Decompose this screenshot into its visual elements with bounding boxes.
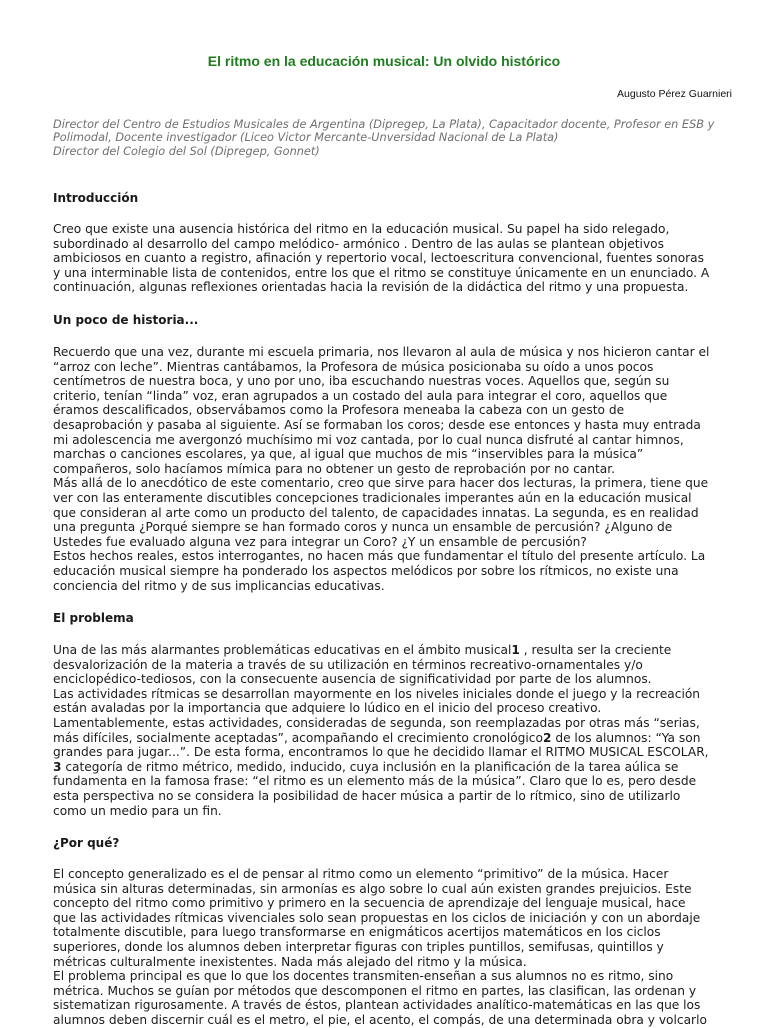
text-line: Una de las más alarmantes problemáticas educativas en el ámbito musical1 , resulta ser la creciente <box>53 643 672 657</box>
section-heading-introduccion: Introducción <box>53 191 139 205</box>
text-line: desaprobación y pasaba al siguiente. Así se formaban los coros; desde ese entonces y hasta muy entrada <box>53 417 701 432</box>
text-line: Las actividades rítmicas se desarrollan mayormente en los niveles iniciales donde el juego y la recreación <box>53 686 701 701</box>
affiliation-line: Director del Centro de Estudios Musicales de Argentina (Dipregep, La Plata), Capacitador docente, Profesor en ESB y <box>53 118 715 131</box>
text-line: centímetros de nuestra boca, y uno por uno, iba escuchando nuestras voces. Aquellos que, según su <box>53 374 670 389</box>
text-line: alumnos deben discernir cuál es el metro, el pie, el acento, el compás, de una determinada obra y volcarlo <box>53 1012 707 1027</box>
text-line: música sin alturas determinadas, sin armonías es algo sobre lo cual aún existen grandes prejuicios. Este <box>53 881 692 896</box>
text-line: mi adolescencia me avergonzó muchísimo mi voz cantada, por lo cual nunca disfruté al cantar himnos, <box>53 432 684 447</box>
affiliation-line: Polimodal, Docente investigador (Liceo Victor Mercante-Unversidad Nacional de La Plata) <box>53 131 559 145</box>
text-line: “arroz con leche”. Mientras cantábamos, la Profesora de música posicionaba su oído a unos pocos <box>53 359 654 374</box>
author-affiliation <box>53 118 743 158</box>
text-line: esta perspectiva no se considera la posibilidad de hacer música a partir de lo rítmico, sino de utilizarlo <box>53 788 681 803</box>
text-line: métricas culturalmente inexistentes. Nada más alejado del ritmo y la música. <box>53 954 527 969</box>
text-line: concepto del ritmo como primitivo y primero en la secuencia de aprendizaje del lenguaje musical, hace <box>53 896 686 911</box>
text-line: marchas o canciones escolares, ya que, al igual que muchos de mis “inservibles para la música” <box>53 447 644 462</box>
text-line: éramos descalificados, observábamos como la Profesora meneaba la cabeza con un gesto de <box>53 403 625 418</box>
text-line: grandes para jugar...”. De esta forma, encontramos lo que he decidido llamar el RITMO MUSICAL ESCOLAR, <box>53 745 709 760</box>
footnote-number: 1 <box>511 643 520 657</box>
footnote-number: 2 <box>542 730 552 745</box>
text-line: como un medio para un fin. <box>53 803 222 818</box>
text-line: continuación, algunas reflexiones orientadas hacia la revisión de la didáctica del ritmo y una propuesta. <box>53 280 689 295</box>
text-line: totalmente discutible, para luego transformarse en enigmáticos acertijos matemáticos en los ciclos <box>53 925 661 940</box>
text-line: que consideran al arte como un producto del talento, de capacidades innatas. La segunda, es en realidad <box>53 505 699 520</box>
paragraph-por-que <box>53 867 753 1028</box>
text-line: compañeros, solo hacíamos mímica para no obtener un gesto de reprobación por no cantar. <box>53 461 616 476</box>
author-name: Augusto Pérez Guarnieri <box>617 88 732 100</box>
footnote-number: 3 <box>53 759 62 774</box>
section-heading-historia: Un poco de historia... <box>53 313 199 327</box>
text-line: que las actividades rítmicas vivenciales solo sean propuestas en los ciclos de iniciación y con un abordaje <box>53 910 701 925</box>
text-line: ver con las enteramente discutibles concepciones tradicionales imperantes aún en la educación musical <box>53 490 692 505</box>
text-line: El problema principal es que lo que los docentes transmiten-enseñan a sus alumnos no es ritmo, sino <box>53 969 674 984</box>
text-line: Lamentablemente, estas actividades, consideradas de segunda, son reemplazadas por otras más “serias, <box>53 715 700 730</box>
text-line: criterio, tenían “linda” voz, eran agrupados a un costado del aula para integrar el coro, aquellos que <box>53 388 668 403</box>
text-line: educación musical siempre ha ponderado los aspectos melódicos por sobre los rítmicos, no existe una <box>53 563 679 578</box>
affiliation-line: Director del Colegio del Sol (Dipregep, Gonnet) <box>53 144 320 158</box>
document-title: El ritmo en la educación musical: Un olvido histórico <box>207 53 561 69</box>
text-line: superiores, donde los alumnos deben interpretar figuras con triples puntillos, semifusas, quintillos y <box>53 939 664 954</box>
text-line: conciencia del ritmo y de sus implicancias educativas. <box>53 578 385 593</box>
paragraph-historia <box>53 345 753 593</box>
text-line: subordinado al desarrollo del campo melódico- armónico . Dentro de las aulas se plantean objetivos <box>53 236 664 251</box>
text-line: ambiciosos en cuanto a registro, afinación y repertorio vocal, lectoescritura convencional, fuentes sonoras <box>53 251 704 266</box>
text-line: sistematizan rigurosamente. A través de éstos, plantean actividades analítico-matemáticas en las que los <box>53 998 701 1013</box>
text-line: fundamenta en la famosa frase: “el ritmo es un elemento más de la música”. Claro que lo es, pero desde <box>53 774 697 789</box>
section-heading-por-que: ¿Por qué? <box>53 836 120 850</box>
text-line: métrica. Muchos se guían por métodos que descomponen el ritmo en partes, las clasifican, las ordenan y <box>53 983 697 998</box>
text-line: Ustedes fue evaluado alguna vez para integrar un Coro? ¿Y un ensamble de percusión? <box>53 534 587 549</box>
text-line: más difíciles, socialmente aceptadas”, acompañando el crecimiento cronológico2 de los alumnos: “Ya son <box>53 730 701 745</box>
text-line: desvalorización de la materia a través de su utilización en términos recreativo-ornamentales y/o <box>53 657 643 672</box>
text-line: Estos hechos reales, estos interrogantes, no hacen más que fundamentar el título del presente artículo. La <box>53 549 706 564</box>
text-line: Creo que existe una ausencia histórica del ritmo en la educación musical. Su papel ha sido relegado, <box>53 222 670 236</box>
section-heading-problema: El problema <box>53 611 134 625</box>
text-line: Más allá de lo anecdótico de este comentario, creo que sirve para hacer dos lecturas, la primera, tiene que <box>53 476 709 491</box>
text-line: están avaladas por la importancia que adquiere lo lúdico en el inicio del proceso creativo. <box>53 701 602 716</box>
text-line: El concepto generalizado es el de pensar al ritmo como un elemento “primitivo” de la música. Hacer <box>53 867 669 881</box>
text-line: enciclopédico-tediosos, con la consecuente ausencia de significatividad por parte de los alumnos. <box>53 672 652 687</box>
text-line: y una interminable lista de contenidos, entre los que el ritmo se constituye únicamente en un enunciado. A <box>53 265 710 280</box>
paragraph-problema <box>53 643 753 818</box>
text-line: una pregunta ¿Porqué siempre se han formado coros y nunca un ensamble de percusión? ¿Alguno de <box>53 520 673 535</box>
text-line: Recuerdo que una vez, durante mi escuela primaria, nos llevaron al aula de música y nos hicieron cantar el <box>53 345 710 359</box>
paragraph-introduccion <box>53 222 753 295</box>
text-line: 3 categoría de ritmo métrico, medido, inducido, cuya inclusión en la planificación de la tarea aúlica se <box>53 759 679 774</box>
